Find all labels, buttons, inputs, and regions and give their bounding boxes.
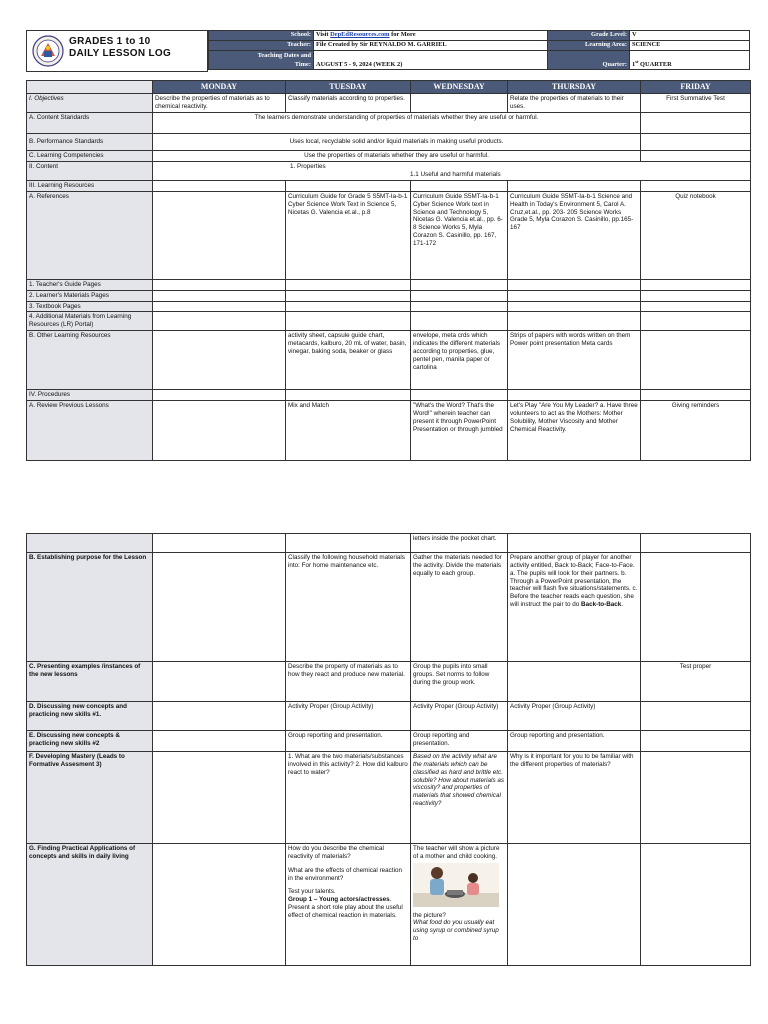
discussing2-thursday: Group reporting and presentation. [508, 731, 641, 752]
row-label-review: A. Review Previous Lessons [27, 401, 153, 461]
purpose-tuesday: Classify the following household materials into: For home maintenance etc. [286, 553, 411, 662]
row-label-review-cont [27, 534, 153, 553]
learning-competencies-friday [641, 151, 751, 162]
day-header-monday: MONDAY [153, 81, 286, 94]
references-thursday: Curriculum Guide S5MT-Ia-b-1 Science and Health in Today's Environment 5, Carol A. Cruz,et.al., pp. 203- 205 Science Works Grade 5, Myla Corazon S. Casinillo, pp.165-167 [508, 191, 641, 279]
row-label-content: II. Content [27, 162, 153, 181]
references-monday [153, 191, 286, 279]
learning-competencies-value: Use the properties of materials whether they are useful or harmful. [153, 151, 641, 162]
presenting-wednesday: Group the pupils into small groups. Set norms to follow during the group work. [411, 662, 508, 702]
purpose-monday [153, 553, 286, 662]
discussing2-monday [153, 731, 286, 752]
discussing1-tuesday: Activity Proper (Group Activity) [286, 702, 411, 731]
row-label-mastery: F. Developing Mastery (Leads to Formative Assesment 3) [27, 752, 153, 844]
discussing2-tuesday: Group reporting and presentation. [286, 731, 411, 752]
row-label-teachers-guide: 1. Teacher's Guide Pages [27, 279, 153, 290]
discussing1-friday [641, 702, 751, 731]
discussing1-thursday: Activity Proper (Group Activity) [508, 702, 641, 731]
lesson-log-table-page-2 [26, 533, 751, 966]
row-label-discussing-2: E. Discussing new concepts & practicing new skills #2 [27, 731, 153, 752]
row-label-references: A. References [27, 191, 153, 279]
mastery-thursday: Why is it important for you to be familiar with the different properties of materials? [508, 752, 641, 844]
review-wednesday: "What's the Word? That's the Word!" wherein teacher can present it through PowerPoint Presentation or through jumbled [411, 401, 508, 461]
row-label-other-resources: B. Other Learning Resources [27, 331, 153, 390]
review-monday [153, 401, 286, 461]
objectives-monday: Describe the properties of materials as to chemical reactivity. [153, 94, 286, 113]
day-header-tuesday: TUESDAY [286, 81, 411, 94]
row-label-presenting: C. Presenting examples /instances of the new lessons [27, 662, 153, 702]
learning-area-label: Learning Area: [548, 41, 630, 51]
title-line-2: DAILY LESSON LOG [69, 48, 172, 59]
teacher-value: File Created by Sir REYNALDO M. GARRIEL [314, 41, 548, 51]
day-header-thursday: THURSDAY [508, 81, 641, 94]
discussing2-wednesday: Group reporting and presentation. [411, 731, 508, 752]
presenting-thursday [508, 662, 641, 702]
references-wednesday: Curriculum Guide S5MT-Ia-b-1 Cyber Science Work text in Science and Technology 5, Nicetas G. Valencia et.al., pp. 6-8 Science Works 5, Myla Corazon S. Casinillo, pp. 167, 171-172 [411, 191, 508, 279]
deped-seal-icon [32, 35, 64, 67]
row-label-learners-materials: 2. Learner's Materials Pages [27, 290, 153, 301]
other-resources-friday [641, 331, 751, 390]
row-label-learning-resources: III. Learning Resources [27, 181, 153, 192]
row-label-discussing-1: D. Discussing new concepts and practicing new skills #1. [27, 702, 153, 731]
row-label-content-standards: A. Content Standards [27, 113, 153, 134]
presenting-monday [153, 662, 286, 702]
objectives-tuesday: Classify materials according to properties. [286, 94, 411, 113]
performance-standards-friday [641, 134, 751, 151]
quarter-value: 1st QUARTER [630, 51, 750, 70]
objectives-wednesday [411, 94, 508, 113]
content-value: 1. Properties 1.1 Useful and harmful materials [153, 162, 751, 181]
other-resources-tuesday: activity sheet, capsule guide chart, metacards, kalburo, 20 mL of water, basin, vinegar, baking soda, beaker or glass [286, 331, 411, 390]
lesson-log-table-page-1 [26, 80, 751, 461]
presenting-friday: Test proper [641, 662, 751, 702]
deped-resources-link[interactable]: DepEdResources.com [330, 31, 390, 38]
school-label: School: [209, 31, 314, 41]
review-wednesday-cont: letters inside the pocket chart. [411, 534, 508, 553]
references-friday: Quiz notebook [641, 191, 751, 279]
day-header-wednesday: WEDNESDAY [411, 81, 508, 94]
document-title [69, 36, 171, 60]
discussing2-friday [641, 731, 751, 752]
grade-level-label: Grade Level: [548, 31, 630, 41]
row-label-objectives: I. Objectives [27, 94, 153, 113]
day-header-friday: FRIDAY [641, 81, 751, 94]
school-value: Visit DepEdResources.com for More [314, 31, 548, 41]
quarter-label: Quarter: [548, 51, 630, 70]
corner-cell [27, 81, 153, 94]
purpose-wednesday: Gather the materials needed for the activity. Divide the materials equally to each group. [411, 553, 508, 662]
learning-area-value: SCIENCE [630, 41, 750, 51]
objectives-friday: First Summative Test [641, 94, 751, 113]
other-resources-monday [153, 331, 286, 390]
teaching-dates-label: Teaching Dates and Time: [209, 51, 314, 70]
mastery-wednesday: Based on the activity what are the materials which can be classified as hard and brittle etc. soluble? How about materials as viscosity? and properties of materials that showed chemical reactivity? [411, 752, 508, 844]
other-resources-wednesday: envelope, meta crds which indicates the different materials according to properties, glue, pentel pen, manila paper or cartolina [411, 331, 508, 390]
practical-thursday [508, 844, 641, 966]
discussing1-wednesday: Activity Proper (Group Activity) [411, 702, 508, 731]
performance-standards-value: Uses local, recyclable solid and/or liquid materials in making useful products. [153, 134, 641, 151]
objectives-thursday: Relate the properties of materials to their uses. [508, 94, 641, 113]
row-label-learning-competencies: C. Learning Competencies [27, 151, 153, 162]
mastery-tuesday: 1. What are the two materials/substances involved in this activity? 2. How did kalburo react to water? [286, 752, 411, 844]
presenting-tuesday: Describe the property of materials as to how they react and produce new material. [286, 662, 411, 702]
practical-friday [641, 844, 751, 966]
mastery-friday [641, 752, 751, 844]
review-friday: Giving reminders [641, 401, 751, 461]
mother-child-cooking-image-icon [413, 863, 499, 907]
review-tuesday: Mix and Match [286, 401, 411, 461]
teacher-label: Teacher: [209, 41, 314, 51]
row-label-practical: G. Finding Practical Applications of concepts and skills in daily living [27, 844, 153, 966]
row-label-procedures: IV. Procedures [27, 390, 153, 401]
title-line-1: GRADES 1 to 10 [69, 36, 151, 47]
row-label-purpose: B. Establishing purpose for the Lesson [27, 553, 153, 662]
header-info-table [208, 30, 750, 70]
mastery-monday [153, 752, 286, 844]
row-label-additional-materials: 4. Additional Materials from Learning Resources (LR) Portal) [27, 312, 153, 331]
other-resources-thursday: Strips of papers with words written on them Power point presentation Meta cards [508, 331, 641, 390]
references-tuesday: Curriculum Guide for Grade 5 S5MT-Ia-b-1 Cyber Science Work Text in Science 5, Nicetas G. Valencia et.al., p.8 [286, 191, 411, 279]
row-label-textbook: 3. Textbook Pages [27, 301, 153, 312]
review-thursday: Let's Play "Are You My Leader? a. Have three volunteers to act as the Mothers: Mother Solubility, Mother Viscosity and Mother Chemical Reactivity. [508, 401, 641, 461]
practical-tuesday: How do you describe the chemical reactivity of materials? What are the effects of chemical reaction in the environment? Test your talents. Group 1 – Young actors/actresses. Present a short role play about the useful effect of chemical reaction in materials. [286, 844, 411, 966]
content-standards-value: The learners demonstrate understanding of properties of materials whether they are useful or harmful. [153, 113, 641, 134]
purpose-thursday: Prepare another group of player for another activity entitled, Back to-Back; Face-to-Face. a. The pupils will look for their partners. b. Through a PowerPoint presentation, the teacher will flash five situations/statements. c. Before the teacher reads each question, she will instruct the pair to do Back-to-Back. [508, 553, 641, 662]
discussing1-monday [153, 702, 286, 731]
grade-level-value: V [630, 31, 750, 41]
practical-monday [153, 844, 286, 966]
content-standards-friday [641, 113, 751, 134]
teaching-dates-value: AUGUST 5 - 9, 2024 (WEEK 2) [314, 51, 548, 70]
row-label-performance-standards: B. Performance Standards [27, 134, 153, 151]
purpose-friday [641, 553, 751, 662]
header-title-box [26, 30, 208, 72]
practical-wednesday: The teacher will show a picture of a mother and child cooking. the picture? What food do you usually eat using syrup or combined syrup to [411, 844, 508, 966]
